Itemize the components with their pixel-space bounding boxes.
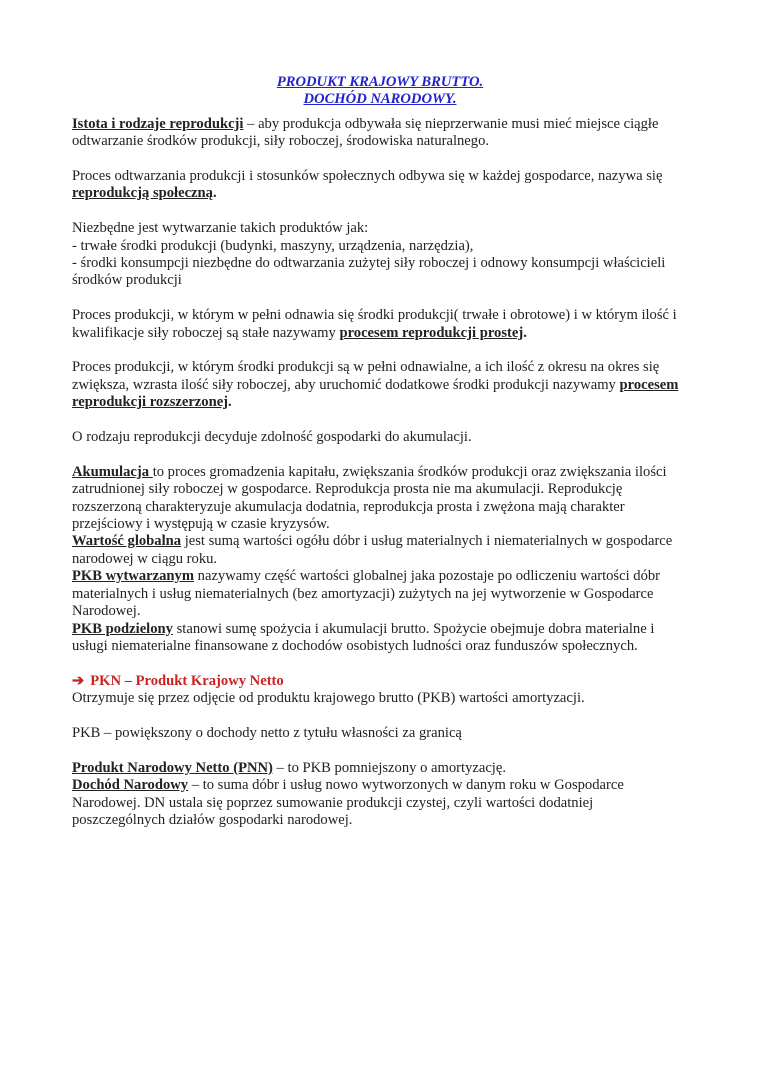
pkb-podzielony-text: stanowi sumę spożycia i akumulacji brutto. Spożycie obejmuje dobra materialne i usługi niematerialne finansowane z dochodów osobistych ludności oraz funduszów społecznych. <box>72 620 655 654</box>
term-istota: Istota i rodzaje reprodukcji <box>72 115 244 132</box>
document-title-line-1: PRODUKT KRAJOWY BRUTTO. <box>276 74 484 90</box>
arrow-right-icon: ➔ <box>72 672 85 689</box>
pkn-heading-text: PKN – Produkt Krajowy Netto <box>90 672 284 689</box>
reprodukcja-spoleczna-period: . <box>212 185 217 202</box>
paragraph-istota <box>72 116 688 151</box>
term-dochod-narodowy: Dochód Narodowy <box>72 777 189 794</box>
term-pnn: Produkt Narodowy Netto (PNN) <box>72 759 273 776</box>
reprodukcja-rozszerzona-period: . <box>228 394 232 411</box>
paragraph-wartosc-globalna <box>72 533 688 568</box>
pnn-text: – to PKB pomniejszony o amortyzację. <box>272 759 506 776</box>
document-page <box>72 74 688 829</box>
term-pkb-podzielony: PKB podzielony <box>72 620 173 637</box>
list-item-srodki-konsumpcji: - środki konsumpcji niezbędne do odtwarzania zużytej siły roboczej i odnowy konsumpcji właścicieli środków produkcji <box>72 255 666 289</box>
reprodukcja-prosta-period: . <box>523 324 527 341</box>
paragraph-reprodukcja-prosta <box>72 307 688 342</box>
paragraph-pkb-powiekszony: PKB – powiększony o dochody netto z tytułu własności za granicą <box>72 724 462 741</box>
reprodukcja-spoleczna-text: Proces odtwarzania produkcji i stosunków społecznych odbywa się w każdej gospodarce, nazywa się <box>72 168 663 185</box>
reprodukcja-rozszerzona-text: Proces produkcji, w którym środki produkcji są w pełni odnawialne, a ich ilość z okresu na okres się zwiększa, wzrasta ilość siły roboczej, aby uruchomić dodatkowe środki produkcji nazywamy <box>72 359 660 393</box>
pkn-heading <box>72 673 688 690</box>
term-reprodukcja-spoleczna: reprodukcją społeczną <box>72 185 213 202</box>
istota-text: – aby produkcja odbywała się nieprzerwanie musi mieć miejsce ciągłe odtwarzanie środków produkcji, siły roboczej, środowiska naturalnego. <box>72 115 659 150</box>
akumulacja-text: to proces gromadzenia kapitału, zwiększania środków produkcji oraz zwiększania ilości zatrudnionej siły roboczej w gospodarce. Reprodukcja prosta nie ma akumulacji. Reprodukcję rozszerzoną charakteryzuje akumulacja dodatnia, reprodukcja prosta i zwężona mają charakter przejściowy i występują w czasie kryzysów. <box>72 463 667 533</box>
paragraph-pnn <box>72 760 688 777</box>
list-item-trwale-srodki: - trwałe środki produkcji (budynki, maszyny, urządzenia, narzędzia), <box>72 237 474 254</box>
paragraph-pkb-wytwarzany <box>72 568 688 620</box>
paragraph-reprodukcja-spoleczna <box>72 168 688 203</box>
term-reprodukcja-prosta: procesem reprodukcji prostej <box>339 324 524 341</box>
paragraph-pkb-podzielony <box>72 621 688 656</box>
paragraph-reprodukcja-rozszerzona <box>72 359 688 411</box>
paragraph-dochod-narodowy <box>72 777 688 829</box>
reprodukcja-prosta-text: Proces produkcji, w którym w pełni odnawia się środki produkcji( trwałe i obrotowe) i w którym ilość i kwalifikacje siły roboczej są stałe nazywamy <box>72 307 677 341</box>
paragraph-produkty-intro: Niezbędne jest wytwarzanie takich produktów jak: <box>72 220 369 237</box>
term-pkb-wytwarzanym: PKB wytwarzanym <box>72 568 195 585</box>
term-procesem: procesem <box>619 376 679 393</box>
wartosc-globalna-text: jest sumą wartości ogółu dóbr i usług materialnych i niematerialnych w gospodarce narodowej w ciągu roku. <box>72 533 673 567</box>
paragraph-akumulacja <box>72 464 688 534</box>
term-wartosc-globalna: Wartość globalna <box>72 533 182 550</box>
pkb-wytwarzany-text: nazywamy część wartości globalnej jaka pozostaje po odliczeniu wartości dóbr materialnych i usług niematerialnych (bez amortyzacji) zużytych na jej wytworzenie w Gospodarce Narodowej. <box>72 568 661 620</box>
paragraph-pkn: Otrzymuje się przez odjęcie od produktu krajowego brutto (PKB) wartości amortyzacji. <box>72 690 585 707</box>
paragraph-rodzaj-reprodukcji: O rodzaju reprodukcji decyduje zdolność gospodarki do akumulacji. <box>72 429 472 446</box>
term-reprodukcji-rozszerzonej: reprodukcji rozszerzonej <box>72 394 229 411</box>
term-akumulacja: Akumulacja <box>72 463 153 480</box>
dochod-narodowy-text: – to suma dóbr i usług nowo wytworzonych w danym roku w Gospodarce Narodowej. DN ustala się poprzez sumowanie produkcji czystej, czyli wartości dodatniej poszczególnych działów gospodarki narodowej. <box>72 777 624 828</box>
document-title-line-2: DOCHÓD NARODOWY. <box>303 91 457 108</box>
